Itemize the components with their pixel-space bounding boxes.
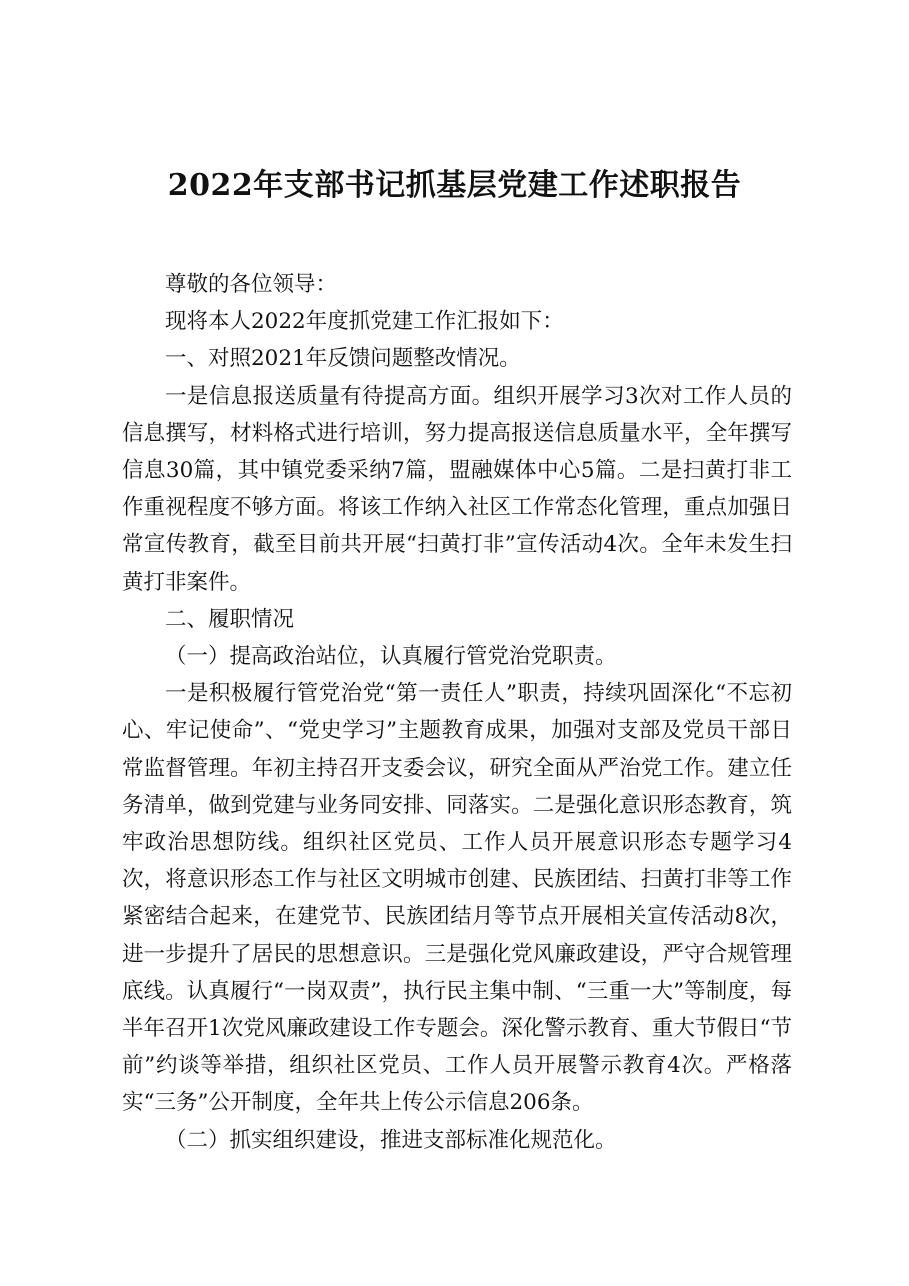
page-title: 2022年支部书记抓基层党建工作述职报告 — [167, 168, 742, 203]
section-heading-1: 一、对照2021年反馈问题整改情况。 — [165, 346, 521, 372]
subsection-heading-2: （二）抓实组织建设，推进支部标准化规范化。 — [165, 1127, 617, 1153]
intro-paragraph: 现将本人2022年度抓党建工作汇报如下： — [165, 309, 564, 335]
section-heading-2: 二、履职情况 — [165, 606, 295, 632]
document-body — [122, 266, 792, 1159]
salutation: 尊敬的各位领导： — [165, 272, 338, 297]
body-paragraph-2: 一是积极履行管党治党“第一责任人”职责，持续巩固深化“不忘初心、牢记使命”、“党史学习”主题教育成果，加强对支部及党员干部日常监督管理。年初主持召开支委会议，研究全面从严治党工作。建立任务清单，做到党建与业务同安排、同落实。二是强化意识形态教育，筑牢政治思想防线。组织社区党员、工作人员开展意识形态专题学习4次，将意识形态工作与社区文明城市创建、民族团结、扫黄打非等工作紧密结合起来，在建党节、民族团结月等节点开展相关宣传活动8次，进一步提升了居民的思想意识。三是强化党风廉政建设，严守合规管理底线。认真履行“一岗双责”，执行民主集中制、“三重一大”等制度，每半年召开1次党风廉政建设工作专题会。深化警示教育、重大节假日“节前”约谈等举措，组织社区党员、工作人员开展警示教育4次。严格落实“三务”公开制度，全年共上传公示信息206条。 — [122, 681, 792, 1116]
body-paragraph-1: 一是信息报送质量有待提高方面。组织开展学习3次对工作人员的信息撰写，材料格式进行培训，努力提高报送信息质量水平，全年撰写信息30篇，其中镇党委采纳7篇，盟融媒体中心5篇。二是扫黄打非工作重视程度不够方面。将该工作纳入社区工作常态化管理，重点加强日常宣传教育，截至目前共开展“扫黄打非”宣传活动4次。全年未发生扫黄打非案件。 — [122, 383, 792, 595]
subsection-heading-1: （一）提高政治站位，认真履行管党治党职责。 — [165, 644, 617, 670]
